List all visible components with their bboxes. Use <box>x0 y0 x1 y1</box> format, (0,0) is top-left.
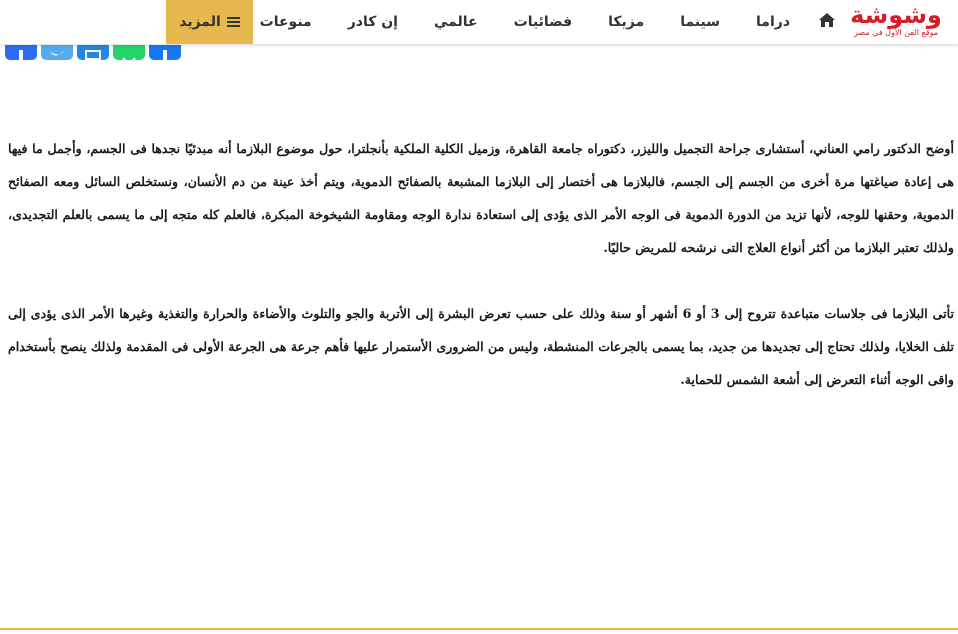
nav-item-cinema[interactable]: سينما <box>680 14 721 30</box>
main-nav <box>242 0 808 44</box>
home-icon[interactable] <box>818 11 836 29</box>
hidden-meta-strip <box>792 46 932 56</box>
more-label: المزيد <box>179 14 221 30</box>
bottom-divider <box>0 628 958 630</box>
more-menu-button[interactable] <box>166 0 253 44</box>
top-navbar <box>0 0 958 45</box>
article-paragraph: أوضح الدكتور رامي العناني، أستشارى جراحة التجميل والليزر، دكتوراه جامعة القاهرة، وزميل الكلية الملكية بأنجلترا، حول موضوع البلازما أنه مبدئيًا نجدها فى الجسم، وأجمل ما فيها هى إعادة صياغتها مرة أخرى من الجسم إلى الجسم، فالبلازما هى أختصار إلى البلازما المشبعة بالصفائح الدموية، ويتم أخذ عينة من دم الأنسان، ونستخلص السائل ومعه الصفائح الدموية، وحقنها للوجه، لأنها تزيد من الدورة الدموية فى الوجه الأمر الذى يؤدى إلى استعادة ندارة الوجه ومقاومة الشيخوخة المبكرة، فالعلم كله متجه إلى ما يسمى بالعلم التجديدى، ولذلك تعتبر البلازما من أكثر أنواع العلاج التى نرشحه للمريض حاليًا. <box>8 141 954 255</box>
twitter-icon <box>49 50 65 60</box>
logo-text: وشوشة <box>850 1 942 29</box>
menu-icon <box>227 15 240 29</box>
nav-item-satellite[interactable]: فضائيات <box>513 14 573 30</box>
nav-item-music[interactable]: مزيكا <box>608 14 645 30</box>
nav-item-in-frame[interactable]: إن كادر <box>347 14 398 30</box>
nav-item-drama[interactable]: دراما <box>756 14 790 30</box>
email-icon <box>85 50 101 60</box>
article-body <box>8 132 954 396</box>
nav-item-misc[interactable]: منوعات <box>259 14 312 30</box>
logo-tagline: موقع الفن الأول في مصر <box>853 28 939 37</box>
whatsapp-icon <box>121 48 137 60</box>
facebook-icon <box>14 50 28 60</box>
nav-item-world[interactable]: عالمي <box>433 14 478 30</box>
facebook-icon <box>158 50 172 60</box>
site-logo[interactable] <box>848 2 944 42</box>
article-paragraph: تأتى البلازما فى جلاسات متباعدة تتروح إلى 3 أو 6 أشهر أو سنة وذلك على حسب تعرض البشرة إلى الأتربة والجو والتلوث والأضاءة والحرارة والتغذية وغيرها الأمر الذى يؤدى إلى تلف الخلايا، ولذلك تحتاج إلى تجديدها من جديد، بما يسمى بالجرعات المنشطة، وليس من الضرورى الأستمرار عليها فأهم جرعة هى الجرعة الأولى فى المقدمة ولذلك ينصح بأستخدام واقى الوجه أثناء التعرض إلى أشعة الشمس للحماية. <box>8 306 954 387</box>
